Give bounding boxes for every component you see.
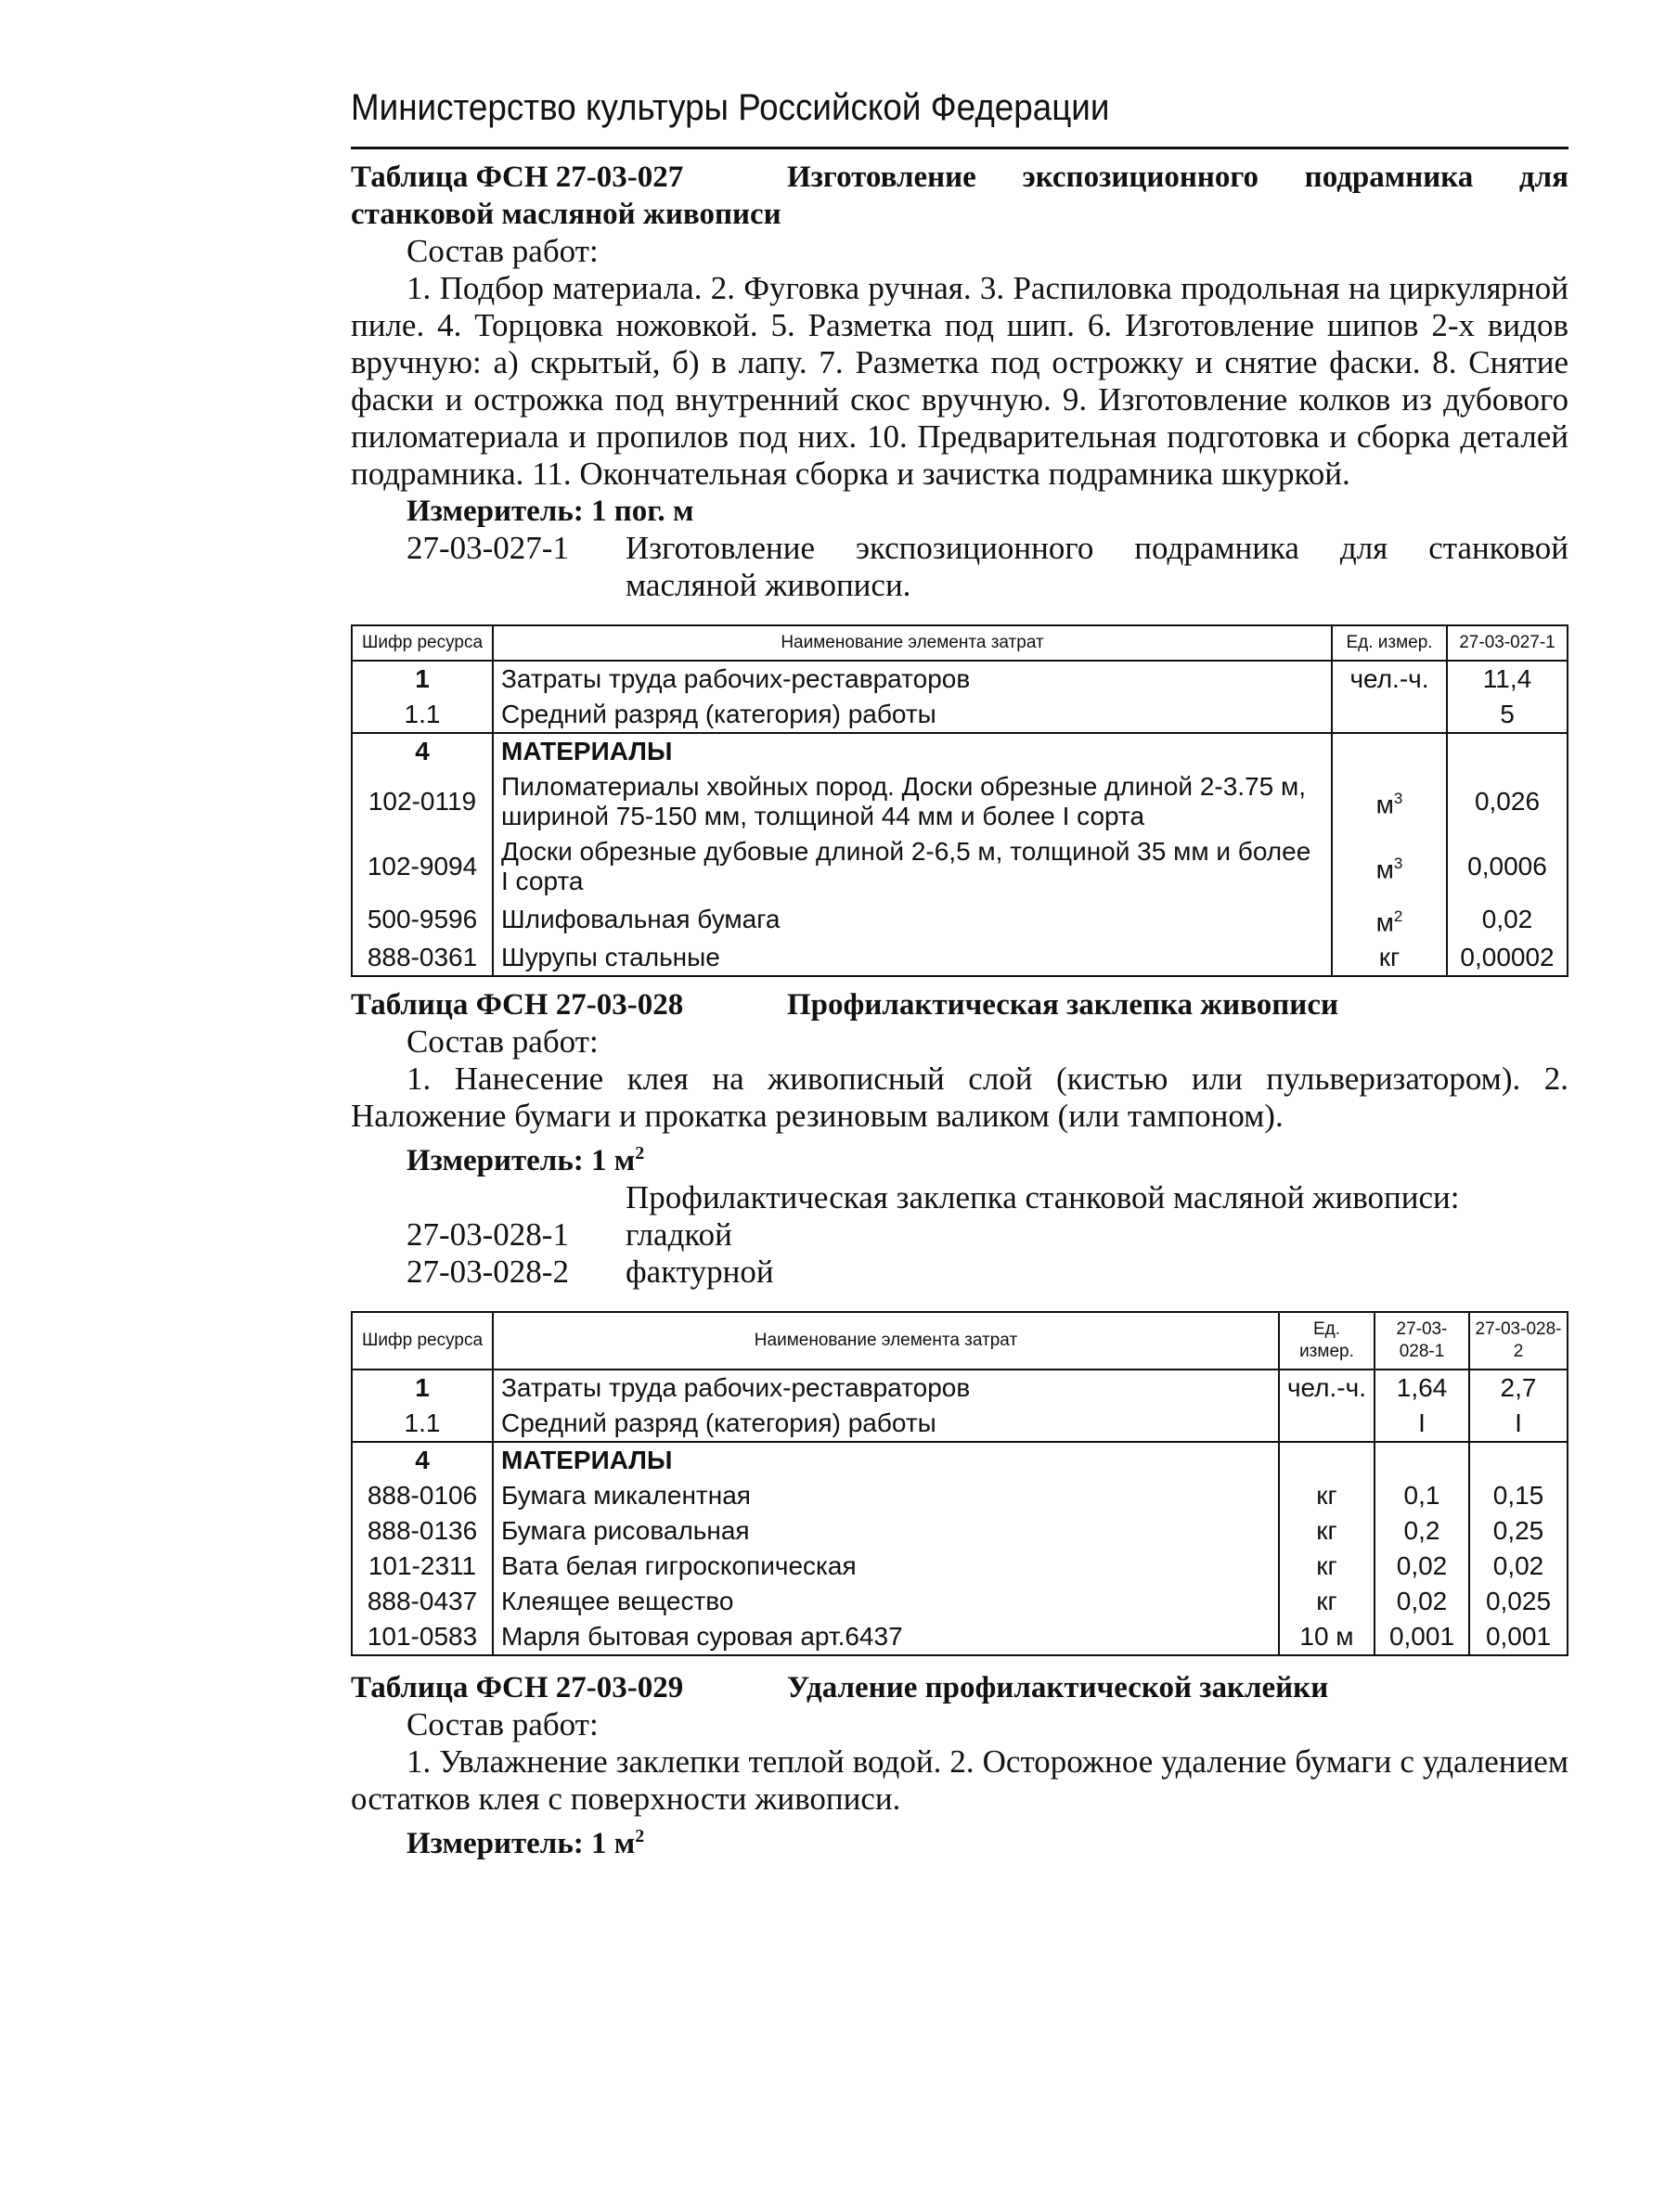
entry-intro: Профилактическая заклепка станковой масляной живописи:: [626, 1179, 1460, 1216]
unit-text: м: [1375, 855, 1394, 884]
table-header-row: [352, 625, 1568, 661]
resource-code: 1.1: [352, 1406, 493, 1442]
resource-code: 1.1: [352, 697, 493, 733]
section-heading: [351, 1669, 1568, 1706]
norm-value: I: [1375, 1406, 1469, 1442]
resource-unit: кг: [1279, 1549, 1375, 1584]
col-header-code: Шифр ресурса: [352, 625, 493, 661]
section-code: Таблица ФСН 27-03-027: [351, 161, 684, 194]
resource-group-name: МАТЕРИАЛЫ: [493, 1442, 1279, 1478]
entry-code-spacer: [351, 1179, 626, 1216]
table-row: [352, 1513, 1568, 1549]
table-row: [352, 940, 1568, 976]
norm-value: 0,001: [1469, 1619, 1568, 1655]
section-code: Таблица ФСН 27-03-029: [351, 1671, 684, 1705]
unit-exponent: 3: [1393, 854, 1403, 872]
section-27-03-027: [351, 159, 1568, 977]
resource-name: Вата белая гигроскопическая: [493, 1549, 1279, 1584]
norm-value: I: [1469, 1406, 1568, 1442]
entry-description: фактурной: [626, 1254, 774, 1291]
table-row: [352, 697, 1568, 733]
table-row: [352, 733, 1568, 769]
resource-unit: кг: [1279, 1513, 1375, 1549]
section-title-line1: Изготовление экспозиционного подрамника для: [787, 161, 1568, 194]
col-header-norm-1: 27-03-028-1: [1375, 1312, 1469, 1370]
entry-description: Изготовление экспозиционного подрамника для станковой масляной живописи.: [626, 530, 1568, 603]
meter-label: Измеритель: 1 пог. м: [407, 495, 694, 528]
composition-label: Состав работ:: [407, 1706, 599, 1743]
resource-code: 1: [352, 661, 493, 697]
unit-exponent: 2: [1393, 907, 1403, 925]
norm-table-027: [351, 624, 1568, 977]
norm-value: 0,025: [1469, 1584, 1568, 1619]
entry-row: [351, 1216, 1568, 1254]
norm-value: 0,15: [1469, 1478, 1568, 1513]
resource-name: Шурупы стальные: [493, 940, 1332, 976]
norm-value: 0,00002: [1447, 940, 1568, 976]
section-heading: [351, 986, 1568, 1023]
resource-unit: [1332, 769, 1447, 834]
norm-value: 0,02: [1375, 1549, 1469, 1584]
norm-value: 0,25: [1469, 1513, 1568, 1549]
entry-intro-row: [351, 1179, 1568, 1216]
resource-code: 101-0583: [352, 1619, 493, 1655]
resource-code: 4: [352, 1442, 493, 1478]
unit-text: м: [1375, 907, 1394, 937]
table-row: [352, 1478, 1568, 1513]
table-row: [352, 1619, 1568, 1655]
norm-value: 0,0006: [1447, 834, 1568, 899]
composition-label: Состав работ:: [407, 1023, 599, 1061]
resource-name: Затраты труда рабочих-реставраторов: [493, 661, 1332, 697]
resource-code: 102-0119: [352, 769, 493, 834]
entry-code: 27-03-027-1: [407, 530, 569, 566]
norm-value: 0,1: [1375, 1478, 1469, 1513]
resource-code: 888-0106: [352, 1478, 493, 1513]
document-page: [351, 84, 1568, 1862]
col-header-norm: 27-03-027-1: [1447, 625, 1568, 661]
resource-code: 1: [352, 1370, 493, 1406]
resource-unit: кг: [1332, 940, 1447, 976]
norm-value: [1375, 1442, 1469, 1478]
norm-value: [1447, 733, 1568, 769]
resource-unit: [1332, 697, 1447, 733]
running-header: Министерство культуры Российской Федерации: [351, 87, 1110, 128]
col-header-name: Наименование элемента затрат: [493, 625, 1332, 661]
resource-code: 101-2311: [352, 1549, 493, 1584]
composition-text: 1. Нанесение клея на живописный слой (кистью или пульверизатором). 2. Наложение бумаги и прокатка резиновым валиком (или тампоном).: [351, 1061, 1568, 1135]
norm-value: 5: [1447, 697, 1568, 733]
norm-value: [1469, 1442, 1568, 1478]
col-header-name: Наименование элемента затрат: [493, 1312, 1279, 1370]
norm-value: 0,02: [1447, 899, 1568, 940]
section-heading: [351, 159, 1568, 196]
resource-code: 500-9596: [352, 899, 493, 940]
meter-label: [351, 1818, 1568, 1862]
norm-value: 0,02: [1375, 1584, 1469, 1619]
resource-name: Пиломатериалы хвойных пород. Доски обрезные длиной 2-3.75 м, шириной 75-150 мм, толщиной 44 мм и более I сорта: [493, 769, 1332, 834]
table-row: [352, 769, 1568, 834]
norm-value: 0,02: [1469, 1549, 1568, 1584]
meter-text: Измеритель: 1 м: [407, 1144, 636, 1178]
col-header-code: Шифр ресурса: [352, 1312, 493, 1370]
col-header-norm-2: 27-03-028-2: [1469, 1312, 1568, 1370]
table-header-row: [352, 1312, 1568, 1370]
norm-value: 1,64: [1375, 1370, 1469, 1406]
entry-description: гладкой: [626, 1216, 732, 1254]
resource-name: Бумага рисовальная: [493, 1513, 1279, 1549]
resource-name: Бумага микалентная: [493, 1478, 1279, 1513]
col-header-unit: Ед. измер.: [1279, 1312, 1375, 1370]
resource-unit: 10 м: [1279, 1619, 1375, 1655]
norm-value: 11,4: [1447, 661, 1568, 697]
table-row: [352, 661, 1568, 697]
resource-unit: [1279, 1442, 1375, 1478]
resource-name: Средний разряд (категория) работы: [493, 1406, 1279, 1442]
norm-value: 0,2: [1375, 1513, 1469, 1549]
table-row: [352, 1549, 1568, 1584]
resource-unit: [1279, 1406, 1375, 1442]
entry-code: 27-03-028-2: [407, 1254, 569, 1291]
resource-code: 102-9094: [352, 834, 493, 899]
section-27-03-028: [351, 986, 1568, 1656]
col-header-unit: Ед. измер.: [1332, 625, 1447, 661]
table-row: [352, 1442, 1568, 1478]
norm-value: 0,026: [1447, 769, 1568, 834]
composition-text: 1. Подбор материала. 2. Фуговка ручная. 3. Распиловка продольная на циркулярной пиле. 4. Торцовка ножовкой. 5. Разметка под шип. 6. Изготовление шипов 2-х видов вручную: а) скрытый, б) в лапу. 7. Разметка под острожку и снятие фаски. 8. Снятие фаски и острожка под внутренний скос вручную. 9. Изготовление колков из дубового пиломатериала и пропилов под них. 10. Предварительная подготовка и сборка деталей подрамника. 11. Окончательная сборка и зачистка подрамника шкуркой.: [351, 270, 1568, 492]
entry-code: 27-03-028-1: [407, 1216, 569, 1254]
unit-text: м: [1375, 790, 1394, 819]
resource-code: 888-0136: [352, 1513, 493, 1549]
meter-exponent: 2: [635, 1143, 645, 1164]
table-row: [352, 899, 1568, 940]
resource-code: 888-0437: [352, 1584, 493, 1619]
resource-unit: [1332, 899, 1447, 940]
table-row: [352, 1406, 1568, 1442]
resource-unit: чел.-ч.: [1332, 661, 1447, 697]
resource-name: Затраты труда рабочих-реставраторов: [493, 1370, 1279, 1406]
header-rule: [351, 147, 1568, 149]
section-27-03-029: [351, 1669, 1568, 1862]
resource-name: Марля бытовая суровая арт.6437: [493, 1619, 1279, 1655]
norm-value: 0,001: [1375, 1619, 1469, 1655]
resource-unit: [1332, 834, 1447, 899]
table-row: [352, 1370, 1568, 1406]
composition-text: 1. Увлажнение заклепки теплой водой. 2. Осторожное удаление бумаги с удалением остатков клея с поверхности живописи.: [351, 1743, 1568, 1818]
resource-name: Шлифовальная бумага: [493, 899, 1332, 940]
meter-text: Измеритель: 1 м: [407, 1827, 636, 1861]
resource-group-name: МАТЕРИАЛЫ: [493, 733, 1332, 769]
resource-name: Клеящее вещество: [493, 1584, 1279, 1619]
resource-name: Доски обрезные дубовые длиной 2-6,5 м, толщиной 35 мм и более I сорта: [493, 834, 1332, 899]
entry-row: [351, 1254, 1568, 1291]
table-row: [352, 1584, 1568, 1619]
meter-exponent: 2: [635, 1826, 645, 1847]
meter-label: [351, 1135, 1568, 1179]
section-code: Таблица ФСН 27-03-028: [351, 988, 684, 1022]
entry-row: [351, 530, 1568, 604]
resource-code: 888-0361: [352, 940, 493, 976]
resource-unit: чел.-ч.: [1279, 1370, 1375, 1406]
section-title: Профилактическая заклепка живописи: [787, 988, 1338, 1022]
norm-table-028: [351, 1311, 1568, 1656]
resource-unit: кг: [1279, 1584, 1375, 1619]
composition-label: Состав работ:: [407, 233, 599, 269]
norm-value: 2,7: [1469, 1370, 1568, 1406]
resource-code: 4: [352, 733, 493, 769]
table-row: [352, 834, 1568, 899]
unit-exponent: 3: [1393, 789, 1403, 807]
resource-unit: кг: [1279, 1478, 1375, 1513]
resource-unit: [1332, 733, 1447, 769]
resource-name: Средний разряд (категория) работы: [493, 697, 1332, 733]
section-title: Удаление профилактической заклейки: [787, 1671, 1329, 1705]
section-title-line2: станковой масляной живописи: [351, 198, 781, 231]
